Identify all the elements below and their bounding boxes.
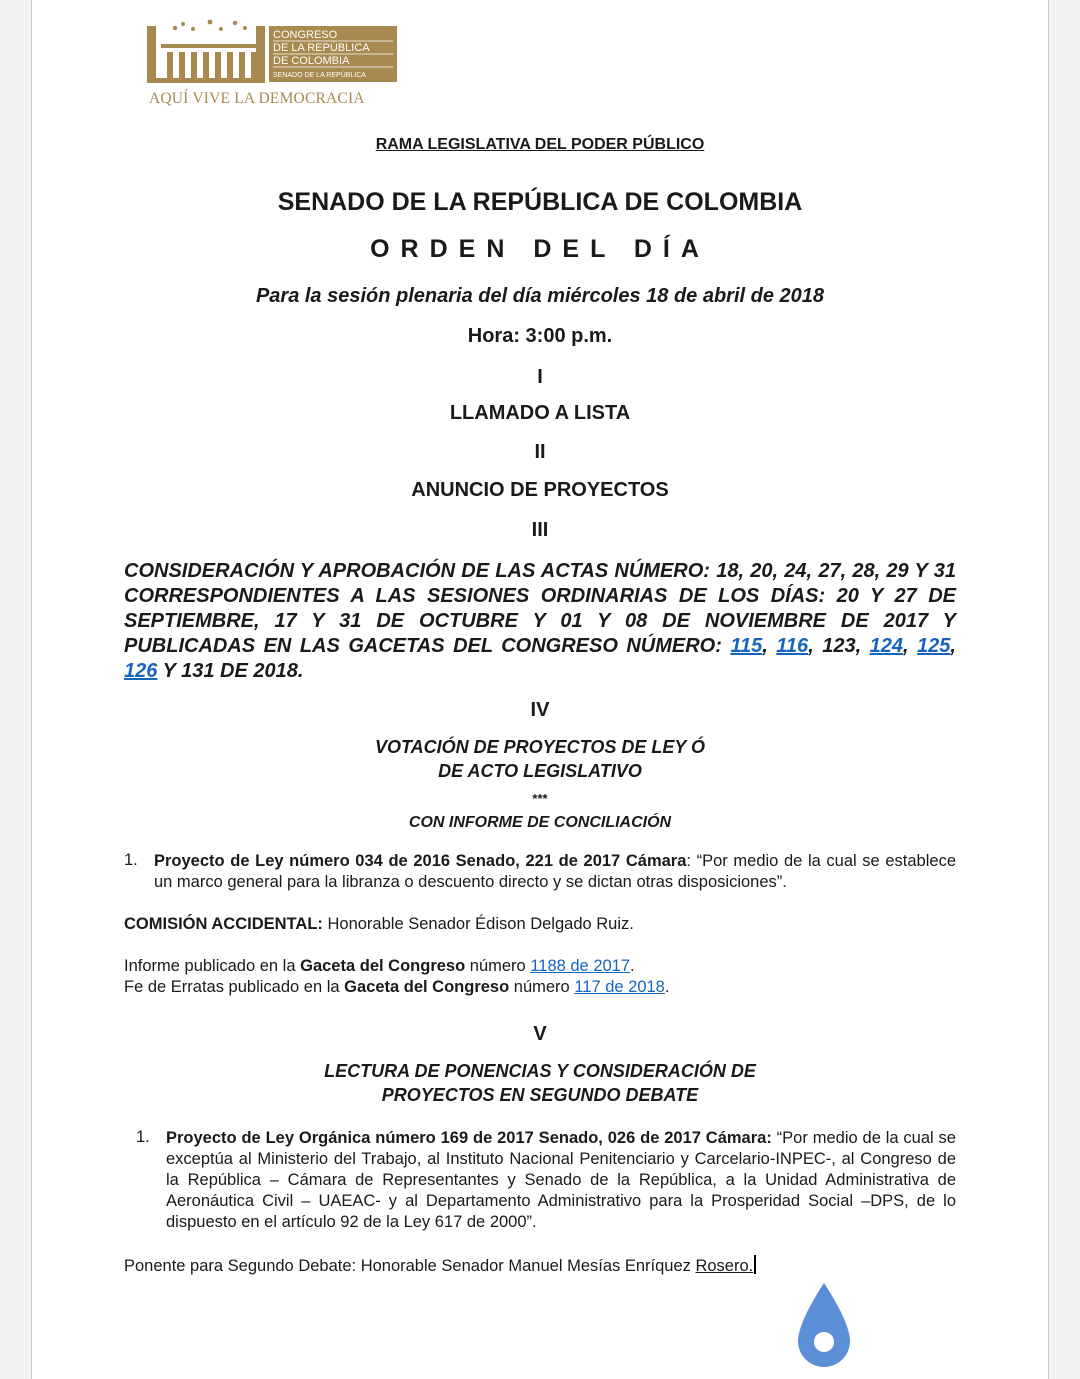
- section-title-lectura-1: LECTURA DE PONENCIAS Y CONSIDERACIÓN DE: [324, 1061, 756, 1081]
- actas-text-a: CONSIDERACIÓN Y APROBACIÓN DE LAS ACTAS NÚMERO: 18, 20, 24, 27, 28, 29 Y 31 CORRESPONDIENTES A LAS SESIONES ORDINARIAS DE LOS DÍAS: 20 Y 27 DE SEPTIEMBRE, 17 Y 31 DE OCTUBRE Y 01 Y 08 DE NOVIEMBRE DE 2017 Y PUBLICADAS EN LAS GACETAS DEL CONGRESO NÚMERO:: [124, 560, 956, 657]
- section-title-anuncio: ANUNCIO DE PROYECTOS: [411, 479, 669, 501]
- comision-text: Honorable Senador Édison Delgado Ruiz.: [322, 915, 634, 933]
- actas-sep: ,: [762, 635, 777, 657]
- gaceta-117-link[interactable]: 117 de 2018: [574, 978, 665, 996]
- item-number: 1.: [136, 1128, 150, 1146]
- section-title-lectura-2: PROYECTOS EN SEGUNDO DEBATE: [381, 1085, 699, 1105]
- ponente-last-name: Rosero.: [695, 1257, 754, 1275]
- proyecto-ley-169-item: [166, 1128, 956, 1233]
- gaceta-1188-link[interactable]: 1188 de 2017: [530, 957, 631, 975]
- section-title-llamado: LLAMADO A LISTA: [449, 402, 631, 424]
- comision-accidental: [124, 914, 634, 935]
- gaceta-link-124[interactable]: 124: [869, 635, 903, 657]
- conciliacion-subtitle: CON INFORME DE CONCILIACIÓN: [408, 814, 672, 831]
- separator-stars: ***: [532, 791, 548, 806]
- senado-title: SENADO DE LA REPÚBLICA DE COLOMBIA: [277, 188, 803, 216]
- proyecto-title: Proyecto de Ley Orgánica número 169 de 2017 Senado, 026 de 2017 Cámara:: [166, 1129, 772, 1147]
- proyecto-ley-034-item: [154, 851, 956, 893]
- logo-line-1: CONGRESO: [273, 29, 338, 41]
- actas-sep: ,: [950, 635, 956, 657]
- section-numeral-v: V: [533, 1023, 547, 1045]
- proyecto-title: Proyecto de Ley número 034 de 2016 Senado, 221 de 2017 Cámara: [154, 852, 687, 870]
- logo-tagline: AQUÍ VIVE LA DEMOCRACIA: [149, 90, 365, 107]
- gaceta-link-115[interactable]: 115: [730, 635, 763, 657]
- text-cursor: [754, 1255, 756, 1274]
- gaceta-link-116[interactable]: 116: [776, 635, 809, 657]
- drop-cursor-handle-icon[interactable]: [795, 1281, 853, 1371]
- section-numeral-iii: III: [531, 519, 549, 541]
- orden-title: ORDEN DEL DÍA: [370, 235, 710, 263]
- comision-label: COMISIÓN ACCIDENTAL:: [124, 915, 323, 933]
- hora-text: Hora: 3:00 p.m.: [467, 325, 613, 347]
- ponente-line: Ponente para Segundo Debate: Honorable Senador Manuel Mesías Enríquez Rosero.: [124, 1255, 756, 1277]
- actas-sep: ,: [903, 635, 918, 657]
- rama-heading: RAMA LEGISLATIVA DEL PODER PÚBLICO: [375, 136, 705, 153]
- section-numeral-i: I: [537, 366, 543, 388]
- proyecto-text: “Por medio de la cual se exceptúa al Ministerio del Trabajo, al Instituto Nacional Penitenciario y Carcelario-INPEC-, al Congreso de la República – Cámara de Representantes y Senado de la República, a la Unidad Administrativa de Aeronáutica Civil – UAEAC- y al Departamento Administrativo para la Prosperidad Social –DPS, de lo dispuesto en el artículo 92 de la Ley 617 de 2000”.: [166, 1129, 956, 1231]
- logo-line-4: SENADO DE LA REPÚBLICA: [273, 72, 366, 79]
- gaceta-link-125[interactable]: 125: [917, 635, 951, 657]
- capitol-columns-icon: [147, 20, 265, 83]
- section-numeral-ii: II: [534, 441, 546, 463]
- actas-sep: , 123,: [808, 635, 870, 657]
- actas-text-b: Y 131 DE 2018.: [157, 660, 304, 682]
- item-number: 1.: [124, 851, 138, 869]
- logo-line-2: DE LA REPÚBLICA: [273, 42, 370, 54]
- actas-paragraph: [124, 559, 956, 684]
- proyecto-text: : “Por medio de la cual se establece un marco general para la libranza o descuento directo y se dictan otras disposiciones”.: [154, 852, 956, 891]
- fe-erratas-line: Fe de Erratas publicado en la Gaceta del Congreso número 117 de 2018.: [124, 978, 670, 996]
- logo-line-3: DE COLOMBIA: [273, 55, 350, 67]
- sesion-subtitle: Para la sesión plenaria del día miércoles 18 de abril de 2018: [255, 285, 825, 307]
- section-numeral-iv: IV: [530, 699, 550, 721]
- gaceta-link-126[interactable]: 126: [124, 660, 158, 682]
- section-title-votacion-2: DE ACTO LEGISLATIVO: [438, 761, 642, 781]
- section-title-votacion-1: VOTACIÓN DE PROYECTOS DE LEY Ó: [374, 737, 706, 757]
- informe-line: Informe publicado en la Gaceta del Congreso número 1188 de 2017.: [124, 957, 635, 975]
